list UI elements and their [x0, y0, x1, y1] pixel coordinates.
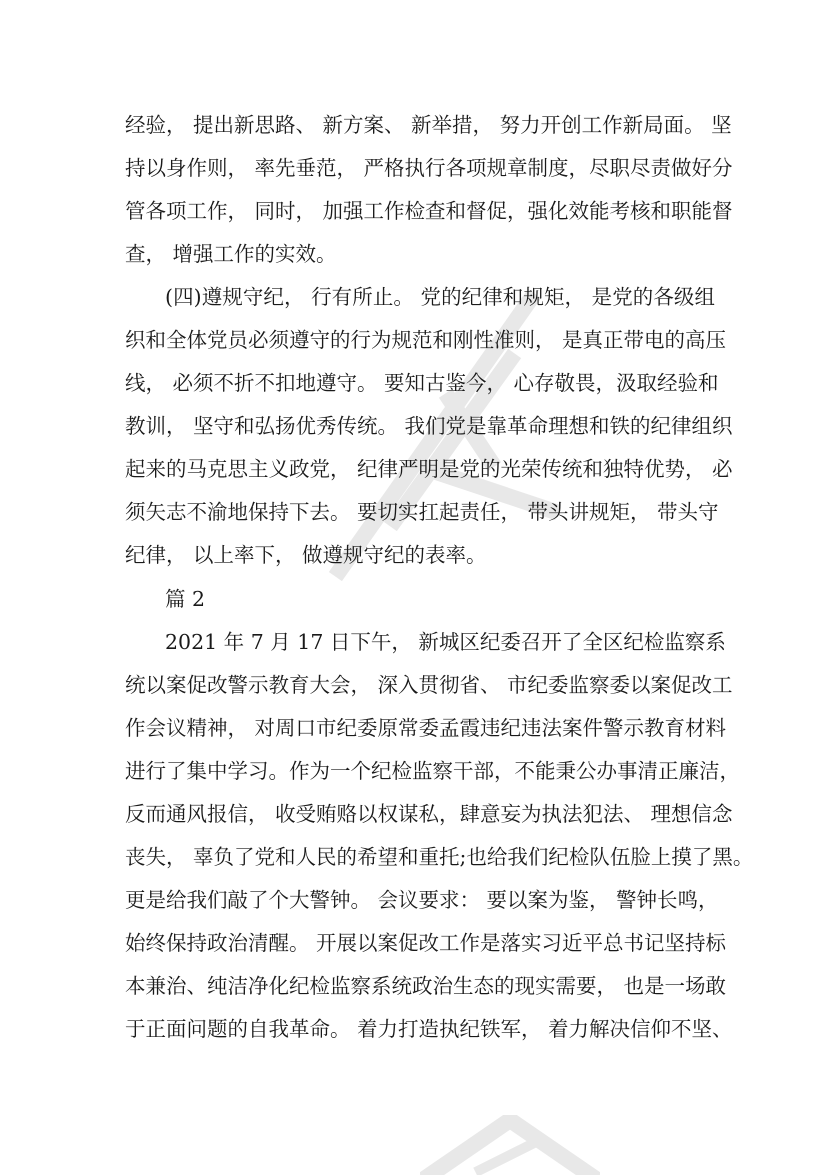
text-line: 线， 必须不折不扣地遵守。 要知古鉴今， 心存敬畏，汲取经验和: [125, 371, 719, 395]
section-heading-four: (四)遵规守纪， 行有所止。 党的纪律和规矩， 是党的各级组: [165, 285, 715, 309]
text-line: 起来的马克思主义政党， 纪律严明是党的光荣传统和独特优势， 必: [125, 457, 733, 481]
text-line: 进行了集中学习。作为一个纪检监察干部，不能秉公办事清正廉洁，: [125, 759, 740, 783]
text-line: 教训， 坚守和弘扬优秀传统。 我们党是靠革命理想和铁的纪律组织: [125, 414, 733, 438]
text-line: 始终保持政治清醒。 开展以案促改工作是落实习近平总书记坚持标: [125, 931, 727, 955]
text-line: 作会议精神， 对周口市纪委原常委孟霞违纪违法案件警示教育材料: [125, 716, 727, 740]
text-line: 反而通风报信， 收受贿赂以权谋私，肆意妄为执法犯法、 理想信念: [125, 802, 733, 826]
text-line: 查， 增强工作的实效。: [125, 242, 337, 266]
text-line: 经验， 提出新思路、 新方案、 新举措， 努力开创工作新局面。 坚: [125, 113, 732, 137]
text-line: 须矢志不渝地保持下去。 要切实扛起责任， 带头讲规矩， 带头守: [125, 500, 719, 524]
text-line: 本兼治、纯洁净化纪检监察系统政治生态的现实需要， 也是一场敢: [125, 974, 727, 998]
text-line: 丧失， 辜负了党和人民的希望和重托;也给我们纪检队伍脸上摸了黑。: [125, 845, 754, 869]
chapter-heading: 篇 2: [165, 587, 206, 611]
text-line: 统以案促改警示教育大会， 深入贯彻省、 市纪委监察委以案促改工: [125, 673, 733, 697]
watermark-logo-bottom-icon: [420, 1115, 600, 1175]
text-line: 持以身作则， 率先垂范， 严格执行各项规章制度，尽职尽责做好分: [125, 156, 733, 180]
text-line: 2021 年 7 月 17 日下午， 新城区纪委召开了全区纪检监察系: [165, 630, 726, 654]
text-line: 织和全体党员必须遵守的行为规范和刚性准则， 是真正带电的高压: [125, 328, 727, 352]
text-line: 更是给我们敲了个大警钟。 会议要求： 要以案为鉴， 警钟长鸣，: [125, 888, 719, 912]
text-line: 管各项工作， 同时， 加强工作检查和督促，强化效能考核和职能督: [125, 199, 733, 223]
text-line: 于正面问题的自我革命。 着力打造执纪铁军， 着力解决信仰不坚、: [125, 1017, 733, 1041]
text-line: 纪律， 以上率下， 做遵规守纪的表率。: [125, 543, 487, 567]
